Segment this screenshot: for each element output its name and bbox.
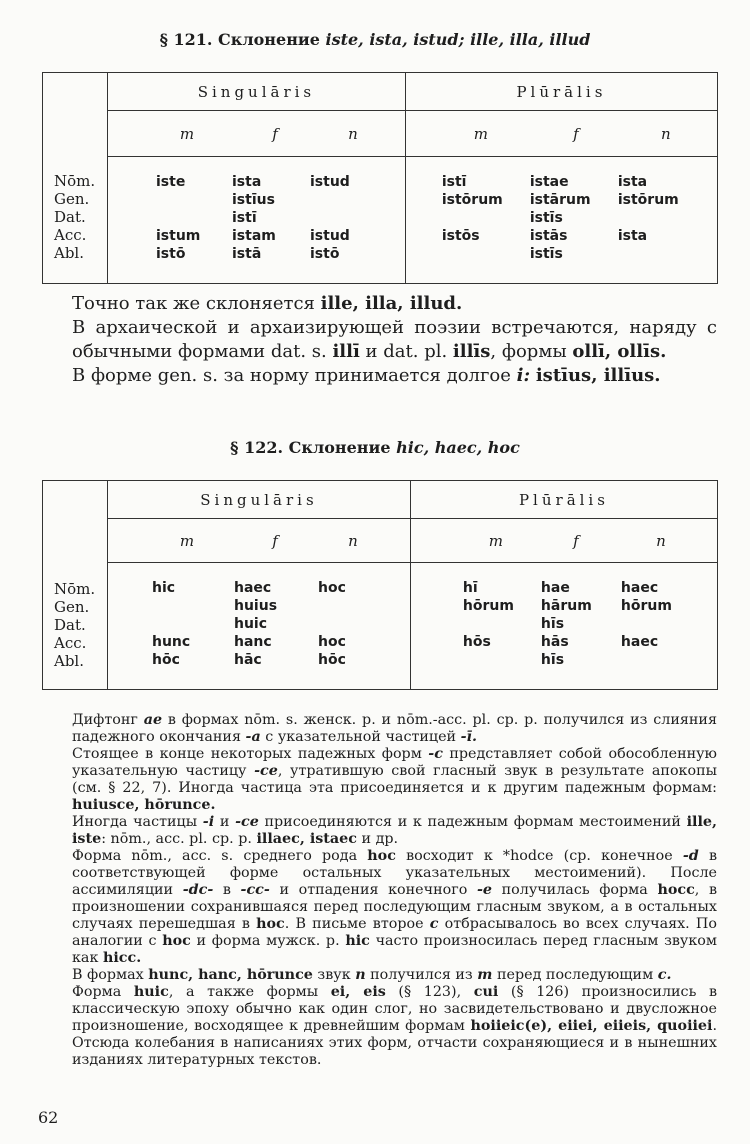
form [318, 615, 388, 633]
singular-header: Singulāris [108, 73, 406, 111]
form [621, 615, 701, 633]
pl-n-column [618, 173, 708, 263]
form [618, 245, 708, 263]
plural-forms [410, 563, 717, 690]
plural-genders [405, 111, 717, 157]
gender-n: n [348, 124, 358, 143]
case-label: Gen. [54, 190, 90, 208]
case-labels-121 [44, 172, 114, 262]
form: haec [620, 634, 659, 650]
form: iste [156, 174, 186, 190]
form: hōc [152, 652, 180, 668]
gender-n: n [661, 124, 671, 143]
form: hic [152, 580, 176, 596]
form [442, 209, 530, 227]
form [156, 209, 232, 227]
sg-n-column [318, 579, 388, 669]
pl-m-column [442, 173, 530, 263]
form: istā [232, 246, 262, 262]
form: istī [232, 210, 257, 226]
sg-f-column [232, 173, 310, 263]
form: hōrum [620, 598, 672, 614]
paragraph: Точно так же склоняется ille, illa, illud. [72, 293, 463, 314]
form: hāc [234, 652, 262, 668]
sg-m-column [152, 579, 234, 669]
form: hārum [540, 598, 592, 614]
paragraph: В архаической и архаизирующей поэзии встречаются, наряду с обычными формами dat. s. illī и dat. pl. illīs, формы ollī, ollīs. [72, 317, 717, 362]
plural-header: Plūrālis [410, 481, 717, 519]
form: istum [156, 228, 201, 244]
form [156, 191, 232, 209]
paragraph: Иногда частицы -i и -ce присоединяются и к падежным формам местоимений ille, iste: nōm., acc. pl. ср. р. illaec, istaec и др. [72, 814, 717, 847]
gender-m: m [179, 124, 195, 143]
case-label: Acc. [54, 226, 87, 244]
form [310, 191, 390, 209]
form: hōrum [462, 598, 514, 614]
form: istōrum [617, 192, 679, 208]
singular-genders [108, 111, 406, 157]
form: ista [617, 174, 648, 190]
pl-f-column [530, 173, 618, 263]
form: hōc [318, 652, 346, 668]
gender-m: m [488, 531, 504, 550]
plural-forms [405, 157, 717, 284]
form: huius [234, 598, 278, 614]
form: istīs [529, 246, 563, 262]
form: hunc [152, 634, 191, 650]
case-label: Abl. [54, 244, 84, 262]
case-label: Dat. [54, 616, 86, 634]
form: ista [232, 174, 262, 190]
gender-f: f [272, 124, 278, 143]
pl-f-column [541, 579, 621, 669]
case-label: Nōm. [54, 172, 96, 190]
form: hās [540, 634, 569, 650]
form: haec [234, 580, 272, 596]
singular-genders [108, 519, 411, 563]
form [463, 651, 541, 669]
paragraph: Форма huic, а также формы ei, eis (§ 123), cui (§ 126) произносились в классическую эпоху обычно как один слог, но засвидетельствовано и двусложное произношение, восходящее к древнейшим формам hoiieic(e), eiiei, eiieis, quoiiei. Отсюда колебания в написаниях этих форм, отчасти сохраняющиеся и в нынешних изданиях литературных текстов. [72, 984, 718, 1068]
form: istīus [232, 192, 275, 208]
section-122-title: § 122. Склонение hic, haec, hoc [230, 438, 520, 457]
sg-m-column [156, 173, 232, 263]
paragraph: В форме gen. s. за норму принимается долгое i: istīus, illīus. [72, 365, 661, 386]
sg-f-column [234, 579, 318, 669]
gender-m: m [179, 531, 195, 550]
form: hanc [234, 634, 272, 650]
form: hīs [540, 652, 565, 668]
singular-forms [108, 157, 406, 284]
form: ista [617, 228, 648, 244]
form: istī [441, 174, 467, 190]
form [152, 615, 234, 633]
paragraph: В формах hunc, hanc, hōrunce звук n получился из m перед последующим c. [72, 967, 672, 983]
form: hoc [318, 634, 346, 650]
form: hī [462, 580, 478, 596]
form: istam [232, 228, 276, 244]
form [621, 651, 701, 669]
gender-n: n [656, 531, 666, 550]
sg-n-column [310, 173, 390, 263]
form: istīs [529, 210, 563, 226]
form: hōs [462, 634, 491, 650]
section-121-title: § 121. Склонение iste, ista, istud; ille, illa, illud [159, 30, 591, 49]
section-122-notes [72, 712, 717, 1069]
paragraph: Дифтонг ae в формах nōm. s. женск. р. и nōm.-acc. pl. ср. р. получился из слияния падежного окончания -a с указательной частицей -ī. [72, 712, 717, 745]
form: istud [310, 228, 350, 244]
form [442, 245, 530, 263]
gender-f: f [272, 531, 278, 550]
form [318, 597, 388, 615]
gender-f: f [573, 531, 579, 550]
plural-header: Plūrālis [405, 73, 717, 111]
case-label: Dat. [54, 208, 86, 226]
form: istō [156, 246, 186, 262]
form: haec [620, 580, 659, 596]
gender-m: m [473, 124, 488, 143]
plural-genders [410, 519, 717, 563]
form [152, 597, 234, 615]
gender-n: n [348, 531, 358, 550]
form [463, 615, 541, 633]
gender-f: f [573, 124, 579, 143]
pl-m-column [463, 579, 541, 669]
form: istō [310, 246, 340, 262]
case-label: Gen. [54, 598, 90, 616]
case-label: Nōm. [54, 580, 96, 598]
case-label: Acc. [54, 634, 87, 652]
form: huic [234, 616, 268, 632]
case-labels-122 [44, 580, 114, 670]
form: hīs [540, 616, 565, 632]
case-label: Abl. [54, 652, 84, 670]
declension-table-121 [42, 72, 718, 284]
form: istās [529, 228, 568, 244]
page-number: 62 [38, 1108, 59, 1127]
section-121-text [72, 292, 717, 388]
singular-header: Singulāris [108, 481, 411, 519]
form: hae [540, 580, 570, 596]
paragraph: Форма nōm., acc. s. среднего рода hoc восходит к *hodce (ср. конечное -d в соответствующей форме остальных указательных местоимений). После ассимиляции -dc- в -cc- и отпадения конечного -e получилась форма hocc, в произношении сохранившаяся перед последующим гласным звуком, а в остальных случаях перешедшая в hoc. В письме второе c отбрасывалось во всех случаях. По аналогии с hoc и форма мужск. р. hic часто произносилась перед гласным звуком как hicc. [72, 848, 718, 966]
form: hoc [318, 580, 346, 596]
form: istae [529, 174, 569, 190]
pl-n-column [621, 579, 701, 669]
form: istārum [529, 192, 591, 208]
form: istōs [441, 228, 480, 244]
form: istud [310, 174, 350, 190]
singular-forms [108, 563, 411, 690]
paragraph: Стоящее в конце некоторых падежных форм -c представляет собой обособленную указательную частицу -ce, утратившую свой гласный звук в результате апокопы (см. § 22, 7). Иногда частица эта присоединяется и к другим падежным формам: huiusce, hōrunce. [72, 746, 718, 813]
form [310, 209, 390, 227]
declension-table-122 [42, 480, 718, 690]
form: istōrum [441, 192, 503, 208]
form [618, 209, 708, 227]
